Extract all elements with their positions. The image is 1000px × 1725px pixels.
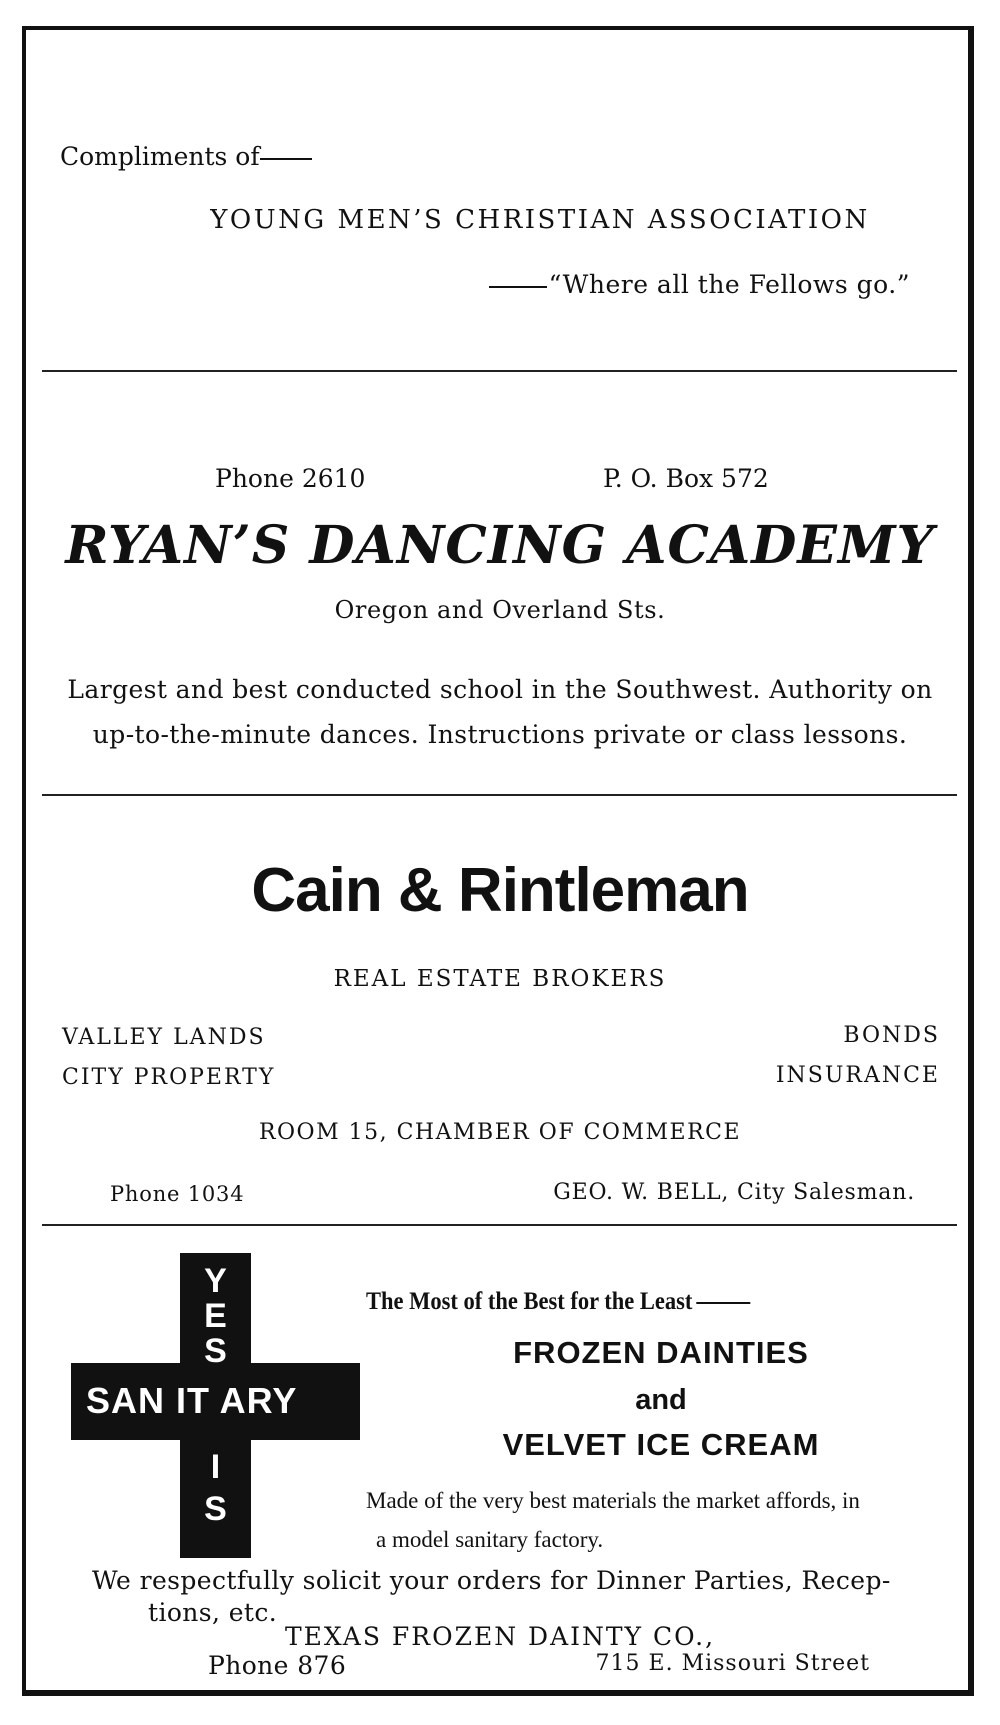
cain-salesman: GEO. W. BELL, City Salesman.: [553, 1180, 915, 1205]
texas-product-2: VELVET ICE CREAM: [502, 1427, 820, 1462]
divider-2: [42, 794, 957, 796]
cross-letter: E: [204, 1297, 227, 1335]
texas-conjunction: and: [635, 1384, 687, 1416]
texas-company: TEXAS FROZEN DAINTY CO.,: [284, 1622, 716, 1651]
texas-solicit-line2: tions, etc.: [148, 1598, 278, 1627]
cain-right-item: BONDS: [843, 1023, 940, 1048]
cross-letter: S: [204, 1332, 227, 1370]
texas-motto: The Most of the Best for the Least: [366, 1288, 750, 1316]
texas-solicit-line1: We respectfully solicit your orders for Dinner Parties, Recep-: [92, 1566, 891, 1595]
ryans-phone: Phone 2610: [215, 464, 366, 493]
cross-letter: S: [204, 1490, 227, 1528]
ryans-description-line1: Largest and best conducted school in the Southwest. Authority on: [67, 675, 933, 704]
cain-phone: Phone 1034: [110, 1182, 245, 1206]
ryans-description-line2: up-to-the-minute dances. Instructions private or class lessons.: [92, 720, 908, 749]
texas-address: 715 E. Missouri Street: [595, 1651, 870, 1676]
cross-letter: I: [210, 1448, 221, 1486]
cain-right-item: INSURANCE: [775, 1063, 940, 1088]
cain-title: Cain & Rintleman: [251, 856, 749, 925]
cross-letter: Y: [204, 1262, 227, 1300]
divider-1: [42, 370, 957, 372]
texas-made-line2: a model sanitary factory.: [376, 1527, 604, 1552]
ryans-po-box: P. O. Box 572: [603, 464, 769, 493]
cain-room: ROOM 15, CHAMBER OF COMMERCE: [258, 1120, 742, 1145]
texas-product-1: FROZEN DAINTIES: [513, 1335, 809, 1370]
cross-word: SAN IT ARY: [86, 1380, 298, 1421]
cain-left-item: CITY PROPERTY: [62, 1065, 276, 1090]
ymca-tagline: “Where all the Fellows go.”: [489, 270, 910, 299]
cain-left-item: VALLEY LANDS: [62, 1025, 266, 1050]
texas-phone: Phone 876: [208, 1651, 347, 1680]
ymca-compliments: Compliments of: [60, 142, 312, 171]
cain-subtitle: REAL ESTATE BROKERS: [333, 966, 667, 992]
divider-3: [42, 1224, 957, 1226]
ryans-title: RYAN’S DANCING ACADEMY: [65, 515, 935, 576]
ryans-address: Oregon and Overland Sts.: [334, 596, 666, 624]
ymca-name: YOUNG MEN’S CHRISTIAN ASSOCIATION: [210, 205, 870, 235]
texas-made-line1: Made of the very best materials the market affords, in: [366, 1488, 860, 1513]
